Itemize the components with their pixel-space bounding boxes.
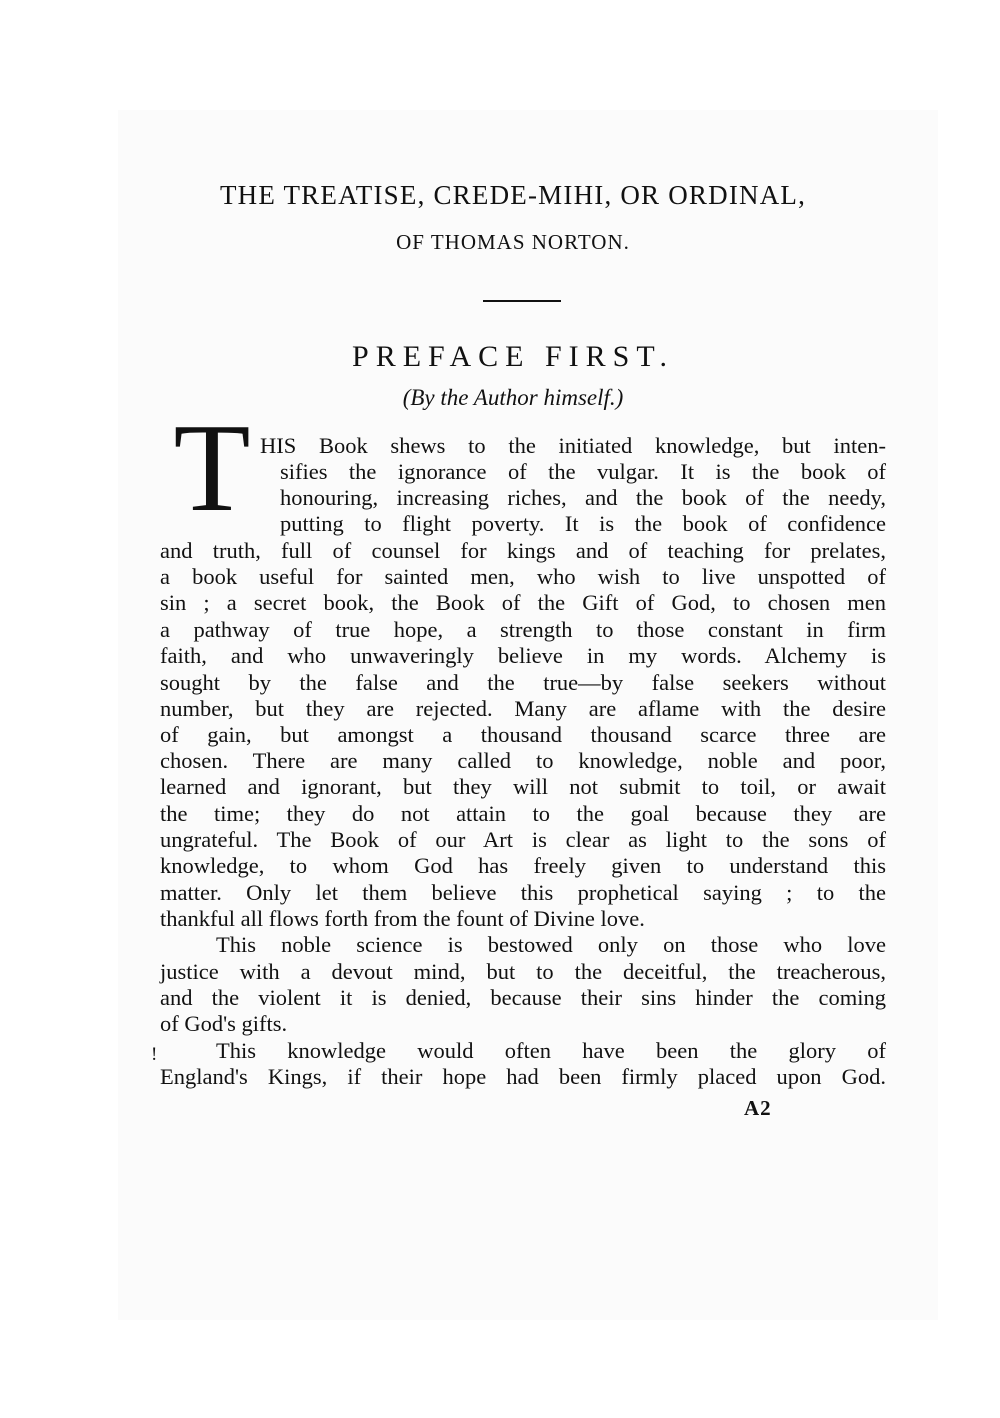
drop-cap-letter: T — [173, 399, 251, 538]
text-line-25: England's Kings, if their hope had been firmly placed upon God. — [160, 1064, 886, 1089]
text-line-3: honouring, increasing riches, and the book of the needy, — [280, 485, 886, 510]
text-line-15: the time; they do not attain to the goal because they are — [160, 801, 886, 826]
text-line-2: sifies the ignorance of the vulgar. It is the book of — [280, 459, 886, 484]
text-line-5: and truth, full of counsel for kings and of teaching for prelates, — [160, 538, 886, 563]
text-line-7: sin ; a secret book, the Book of the Gift of God, to chosen men — [160, 590, 886, 615]
text-line-9: faith, and who unwaveringly believe in my words. Alchemy is — [160, 643, 886, 668]
text-line-24: This knowledge would often have been the glory of — [216, 1038, 886, 1063]
preface-subtitle: (By the Author himself.) — [402, 385, 624, 410]
text-line-20: This noble science is bestowed only on those who love — [216, 932, 886, 957]
text-line-13: chosen. There are many called to knowledge, noble and poor, — [160, 748, 886, 773]
text-line-16: ungrateful. The Book of our Art is clear as light to the sons of — [160, 827, 886, 852]
text-line-17: knowledge, to whom God has freely given to understand this — [160, 853, 886, 878]
book-subtitle: OF THOMAS NORTON. — [396, 230, 630, 254]
text-line-8: a pathway of true hope, a strength to those constant in firm — [160, 617, 886, 642]
text-line-19: thankful all flows forth from the fount of Divine love. — [160, 906, 645, 931]
text-line-10: sought by the false and the true—by false seekers without — [160, 670, 886, 695]
text-line-11: number, but they are rejected. Many are aflame with the desire — [160, 696, 886, 721]
text-line-12: of gain, but amongst a thousand thousand scarce three are — [160, 722, 886, 747]
text-line-4: putting to flight poverty. It is the book of confidence — [280, 511, 886, 536]
text-line-21: justice with a devout mind, but to the deceitful, the treacherous, — [160, 959, 886, 984]
text-line-22: and the violent it is denied, because their sins hinder the coming — [160, 985, 886, 1010]
text-line-1: HIS Book shews to the initiated knowledge, but inten- — [260, 433, 886, 458]
book-title: THE TREATISE, CREDE-MIHI, OR ORDINAL, — [219, 180, 807, 210]
preface-title: PREFACE FIRST. — [352, 340, 674, 373]
signature-mark: A2 — [744, 1096, 772, 1120]
title-rule — [483, 300, 561, 302]
text-line-23: of God's gifts. — [160, 1011, 288, 1036]
text-line-6: a book useful for sainted men, who wish to live unspotted of — [160, 564, 886, 589]
text-line-18: matter. Only let them believe this prophetical saying ; to the — [160, 880, 886, 905]
text-line-14: learned and ignorant, but they will not submit to toil, or await — [160, 774, 886, 799]
margin-mark: ! — [151, 1044, 158, 1065]
